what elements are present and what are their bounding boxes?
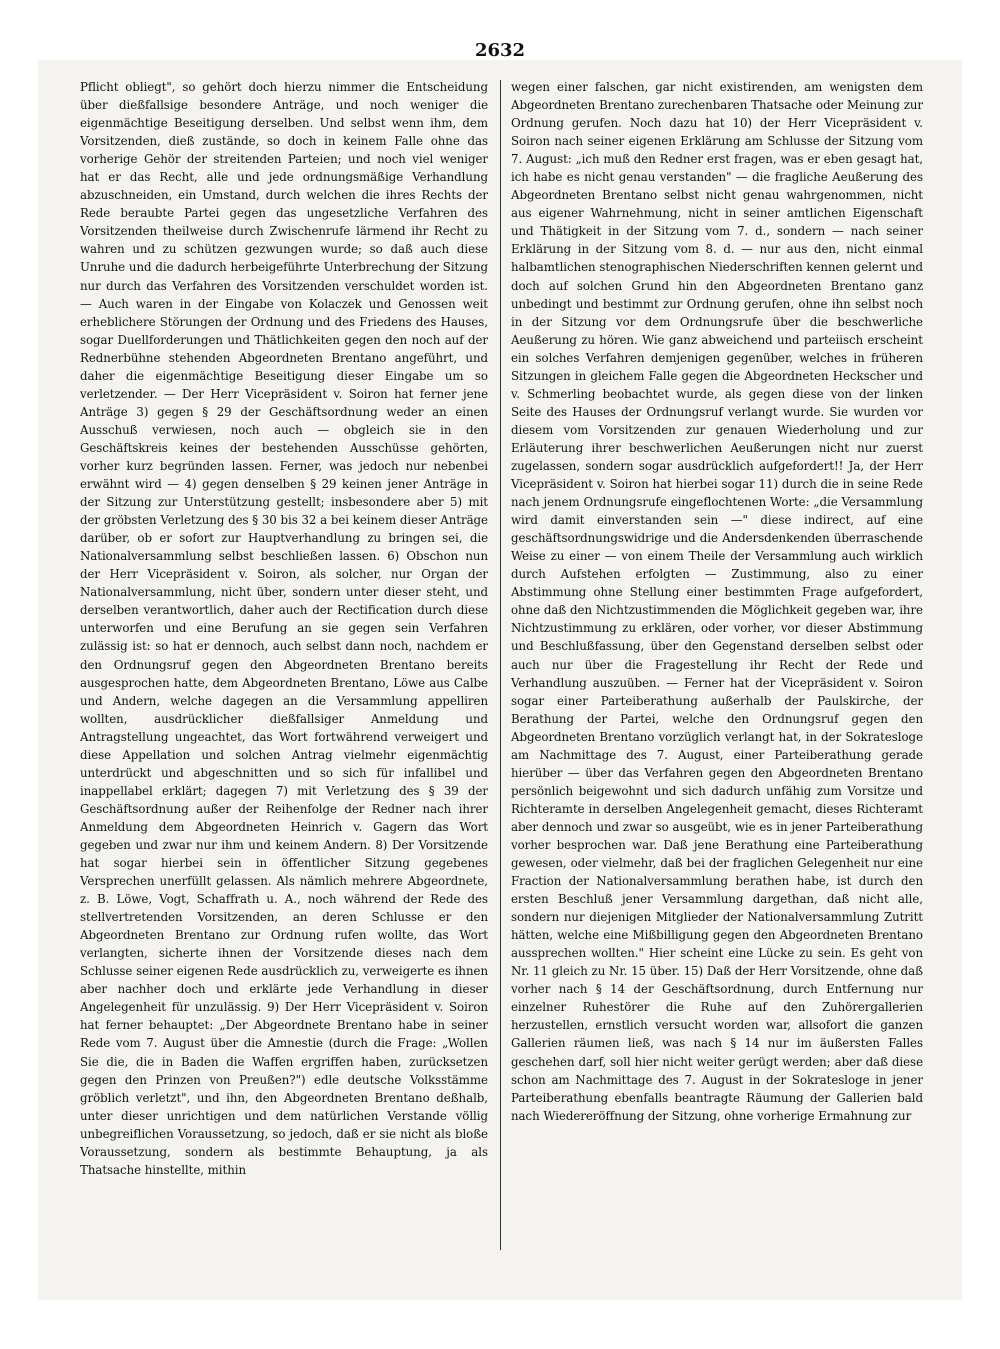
left-column-text: Pflicht obliegt", so gehört doch hierzu nimmer die Entscheidung über dießfallsige besondere Anträge, und noch weniger die eigenmächtige Beseitigung derselben. Und selbst wenn ihm, dem Vorsitzenden, dieß zustände, so doch in keinem Falle ohne das vorherige Gehör der streitenden Parteien; und noch viel weniger hat er das Recht, alle und jede ordnungsmäßige Verhandlung abzuschneiden, ein Umstand, durch welchen die ihres Rechts der Rede beraubte Partei gegen das ungesetzliche Verfahren des Vorsitzenden theilweise durch Zwischenrufe lärmend ihr Recht zu wahren und zu schützen gezwungen wurde; so daß auch diese Unruhe und die dadurch herbeigeführte Unterbrechung der Sitzung nur durch das Verfahren des Vorsitzenden verschuldet worden ist. — Auch waren in der Eingabe von Kolaczek und Genossen weit erheblichere Störungen der Ordnung und des Friedens des Hauses, sogar Duellforderungen und Thätlichkeiten gegen den noch auf der Rednerbühne stehenden Abgeordneten Brentano angeführt, und daher die eigenmächtige Beseitigung dieser Eingabe um so verletzender. — Der Herr Vicepräsident v. Soiron hat ferner jene Anträge 3) gegen § 29 der Geschäftsordnung weder an einen Ausschuß verwiesen, noch auch — obgleich sie in den Geschäftskreis keines der bestehenden Ausschüsse gehörten, vorher kurz begründen lassen. Ferner, was jedoch nur nebenbei erwähnt wird — 4) gegen denselben § 29 keinen jener Anträge in der Sitzung zur Unterstützung gestellt; insbesondere aber 5) mit der gröbsten Verletzung des § 30 bis 32 a bei keinem dieser Anträge darüber, ob er sofort zur Hauptverhandlung zu bringen sei, die Nationalversammlung selbst beschließen lassen. 6) Obschon nun der Herr Vicepräsident v. Soiron, als solcher, nur Organ der Nationalversammlung, nicht über, sondern unter dieser steht, und derselben verantwortlich, daher auch der Rectification durch diese unterworfen und eine Berufung an sie gegen sein Verfahren zulässig ist: so hat er dennoch, auch selbst dann noch, nachdem er den Ordnungsruf gegen den Abgeordneten Brentano bereits ausgesprochen hatte, dem Abgeordneten Brentano, Löwe aus Calbe und Andern, welche dagegen an die Versammlung appelliren wollten, ausdrücklicher dießfallsiger Anmeldung und Antragstellung ungeachtet, das Wort fortwährend verweigert und diese Appellation und solchen Antrag vielmehr eigenmächtig unterdrückt und abgeschnitten und so sich für infallibel und inappellabel erklärt; dagegen 7) mit Verletzung des § 39 der Geschäftsordnung außer der Reihenfolge der Redner nach ihrer Anmeldung dem Abgeordneten Heinrich v. Gagern das Wort gegeben und zwar nur ihm und keinem Andern. 8) Der Vorsitzende hat sogar hierbei sein in öffentlicher Sitzung gegebenes Versprechen unerfüllt gelassen. Als nämlich mehrere Abgeordnete, z. B. Löwe, Vogt, Schaffrath u. A., noch während der Rede des stellvertretenden Vorsitzenden, an deren Schlusse er den Abgeordneten Brentano zur Ordnung rufen wollte, das Wort verlangten, sicherte ihnen der Vorsitzende dieses nach dem Schlusse seiner eigenen Rede ausdrücklich zu, verweigerte es ihnen aber nachher doch und erklärte jede Verhandlung in dieser Angelegenheit für unzulässig. 9) Der Herr Vicepräsident v. Soiron hat ferner behauptet: „Der Abgeordnete Brentano habe in seiner Rede vom 7. August über die Amnestie (durch die Frage: „Wollen Sie die, die in Baden die Waffen ergriffen haben, zurücksetzen gegen den Prinzen von Preußen?") edle deutsche Volksstämme gröblich verletzt", und ihn, den Abgeordneten Brentano deßhalb, unter dieser unrichtigen und dem natürlichen Verstande völlig unbegreiflichen Voraussetzung, so jedoch, daß er sie nicht als bloße Voraussetzung, sondern als bestimmte Behauptung, ja als Thatsache hinstellte, mithin xyxy=(80,80,488,1177)
right-column-text: wegen einer falschen, gar nicht existirenden, am wenigsten dem Abgeordneten Brentano zurechenbaren Thatsache oder Meinung zur Ordnung gerufen. Noch dazu hat 10) der Herr Vicepräsident v. Soiron nach seiner eigenen Erklärung am Schlusse der Sitzung vom 7. August: „ich muß den Redner erst fragen, was er eben gesagt hat, ich habe es nicht genau verstanden" — die fragliche Aeußerung des Abgeordneten Brentano selbst nicht genau wahrgenommen, nicht aus eigener Wahrnehmung, nicht in seiner amtlichen Eigenschaft und Thätigkeit in der Sitzung vom 7. d., sondern — nach seiner Erklärung in der Sitzung vom 8. d. — nur aus den, nicht einmal halbamtlichen stenographischen Niederschriften kennen gelernt und doch auf solchen Grund hin den Abgeordneten Brentano ganz unbedingt und bestimmt zur Ordnung gerufen, ohne ihn selbst noch in der Sitzung vor dem Ordnungsrufe über die beschwerliche Aeußerung zu hören. Wie ganz abweichend und parteiisch erscheint ein solches Verfahren demjenigen gegenüber, welches in früheren Sitzungen in gleichem Falle gegen die Abgeordneten Heckscher und v. Schmerling beobachtet wurde, als gegen diese von der linken Seite des Hauses der Ordnungsruf verlangt wurde. Sie wurden vor diesem vom Vorsitzenden zur genauen Wiederholung und zur Erläuterung ihrer beschwerlichen Aeußerungen nicht nur zuerst zugelassen, sondern sogar ausdrücklich aufgefordert!! Ja, der Herr Vicepräsident v. Soiron hat hierbei sogar 11) durch die in seine Rede nach jenem Ordnungsrufe eingeflochtenen Worte: „die Versammlung wird damit einverstanden sein —" diese indirect, auf eine geschäftsordnungswidrige und die Andersdenkenden überraschende Weise zu einer — von einem Theile der Versammlung auch wirklich durch Aufstehen erfolgten — Zustimmung, also zu einer Abstimmung ohne Stellung einer bestimmten Frage aufgefordert, ohne daß den Nichtzustimmenden die Möglichkeit gegeben war, ihre Nichtzustimmung zu erklären, oder vorher, vor dieser Abstimmung und Beschlußfassung, über den Gegenstand derselben selbst oder auch nur über die Fragestellung ihr Recht der Rede und Verhandlung auszuüben. — Ferner hat der Vicepräsident v. Soiron sogar einer Parteiberathung außerhalb der Paulskirche, der Berathung der Partei, welche den Ordnungsruf gegen den Abgeordneten Brentano vorzüglich verlangt hat, in der Sokratesloge am Nachmittage des 7. August, einer Parteiberathung gerade hierüber — über das Verfahren gegen den Abgeordneten Brentano persönlich beigewohnt und sich dadurch unfähig zum Vorsitze und Richteramte in derselben Angelegenheit gemacht, dieses Richteramt aber dennoch und zwar so ausgeübt, wie es in jener Parteiberathung vorher besprochen war. Daß jene Berathung eine Parteiberathung gewesen, oder vielmehr, daß bei der fraglichen Gelegenheit nur eine Fraction der Nationalversammlung berathen habe, ist durch den ersten Beschluß jener Versammlung dargethan, daß nicht alle, sondern nur diejenigen Mitglieder der Nationalversammlung Zutritt hätten, welche eine Mißbilligung gegen den Abgeordneten Brentano aussprechen wollten." Hier scheint eine Lücke zu sein. Es geht von Nr. 11 gleich zu Nr. 15 über. 15) Daß der Herr Vorsitzende, ohne daß vorher nach § 14 der Geschäftsordnung, durch Entfernung nur einzelner Ruhestörer die Ruhe auf den Zuhörergallerien herzustellen, ernstlich versucht worden war, allsofort die ganzen Gallerien räumen ließ, was nach § 14 nur im äußersten Falles geschehen darf, soll hier nicht weiter gerügt werden; aber daß diese schon am Nachmittage des 7. August in der Sokratesloge in jener Parteiberathung ebenfalls beantragte Räumung der Gallerien bald nach Wiedereröffnung der Sitzung, ohne vorherige Ermahnung zur xyxy=(511,80,923,1123)
page-number: 2632 xyxy=(474,40,526,61)
column-divider xyxy=(500,80,501,1250)
text-column-right xyxy=(511,78,923,1125)
text-column-left xyxy=(80,78,488,1179)
